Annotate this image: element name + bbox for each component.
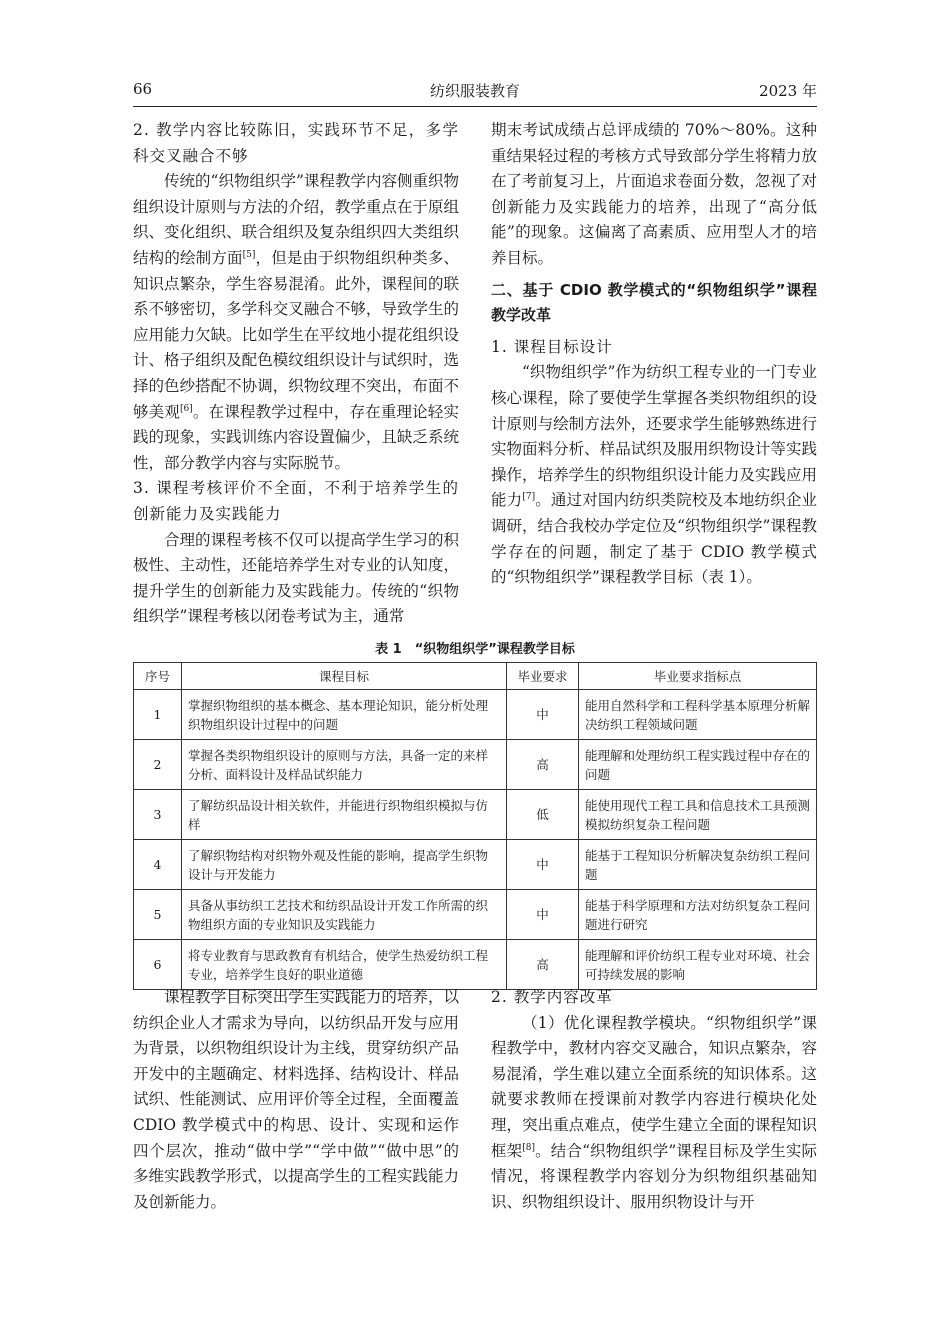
table-row [134, 740, 817, 790]
cell-requirement: 中 [507, 890, 579, 940]
cell-seq: 5 [134, 890, 182, 940]
cell-indicator: 能使用现代工程工具和信息技术工具预测模拟纺织复杂工程问题 [579, 790, 817, 840]
header-rule [133, 106, 817, 107]
th-indicator: 毕业要求指标点 [579, 663, 817, 690]
cell-requirement: 高 [507, 940, 579, 990]
cell-indicator: 能用自然科学和工程科学基本原理分析解决纺织工程领域问题 [579, 690, 817, 740]
text-run: 期末考试成绩占总评成绩的 70%～80%。这种重结果轻过程的考核方式导致部分学生将精力放在了考前复习上，片面追求卷面分数，忽视了对创新能力及实践能力的培养，出现了“高分低能”的现象。这偏离了高素质、应用型人才的培养目标。 [491, 121, 817, 267]
cell-seq: 1 [134, 690, 182, 740]
th-requirement: 毕业要求 [507, 663, 579, 690]
text-run: “织物组织学”作为纺织工程专业的一门专业核心课程，除了要使学生掌握各类织物组织的设计原则与绘制方法外，还要求学生能够熟练进行实物面料分析、样品试织及服用织物设计等实践操作，培养学生的织物组织设计能力及实践应用能力 [491, 363, 817, 510]
citation-ref: [5] [242, 249, 256, 260]
section-heading: 二、基于 CDIO 教学模式的“织物组织学”课程教学改革 [491, 280, 817, 325]
cell-indicator: 能基于工程知识分析解决复杂纺织工程问题 [579, 840, 817, 890]
header-year: 2023 年 [759, 82, 817, 100]
body-paragraph [491, 1011, 817, 1216]
cell-goal: 掌握织物组织的基本概念、基本理论知识，能分析处理织物组织设计过程中的问题 [182, 690, 507, 740]
cell-goal: 掌握各类织物组织设计的原则与方法，具备一定的来样分析、面料设计及样品试织能力 [182, 740, 507, 790]
cell-seq: 4 [134, 840, 182, 890]
cell-requirement: 高 [507, 740, 579, 790]
page-number: 66 [133, 80, 153, 98]
cell-seq: 2 [134, 740, 182, 790]
body-paragraph [491, 118, 817, 272]
right-column-top [491, 118, 817, 591]
cell-goal: 将专业教育与思政教育有机结合，使学生热爱纺织工程专业，培养学生良好的职业道德 [182, 940, 507, 990]
body-paragraph [133, 528, 459, 630]
table-row [134, 690, 817, 740]
cell-indicator: 能理解和处理纺织工程实践过程中存在的问题 [579, 740, 817, 790]
text-run: 。通过对国内纺织类院校及本地纺织企业调研，结合我校办学定位及“织物组织学”课程教学存在的问题，制定了基于 CDIO 教学模式的“织物组织学”课程教学目标（表 1）。 [491, 491, 817, 587]
text-run: 课程教学目标突出学生实践能力的培养，以纺织企业人才需求为导向，以纺织品开发与应用为背景，以织物组织设计为主线，贯穿纺织产品开发中的主题确定、材料选择、结构设计、样品试织、性能测试、应用评价等全过程，全面覆盖 CDIO 教学模式中的构思、设计、实现和运作四个层次，推动“做中学”“学中做”“做中思”的多维实践教学形式，以提高学生的工程实践能力及创新能力。 [133, 988, 459, 1211]
cell-seq: 3 [134, 790, 182, 840]
cell-requirement: 中 [507, 690, 579, 740]
citation-ref: [6] [179, 403, 193, 414]
text-run: 。结合“织物组织学”课程目标及学生实际情况，将课程教学内容划分为织物组织基础知识、织物组织设计、服用织物设计与开 [491, 1141, 817, 1211]
cell-requirement: 低 [507, 790, 579, 840]
th-goal: 课程目标 [182, 663, 507, 690]
citation-ref: [7] [522, 492, 536, 503]
cell-goal: 具备从事纺织工艺技术和纺织品设计开发工作所需的织物组织方面的专业知识及实践能力 [182, 890, 507, 940]
cell-indicator: 能基于科学原理和方法对纺织复杂工程问题进行研究 [579, 890, 817, 940]
text-run: 传统的“织物组织学”课程教学内容侧重织物组织设计原则与方法的介绍，教学重点在于原组织、变化组织、联合组织及复杂组织四大类组织结构的绘制方面 [133, 172, 459, 267]
table-row [134, 890, 817, 940]
cell-indicator: 能理解和评价纺织工程专业对环境、社会可持续发展的影响 [579, 940, 817, 990]
subheading: 1. 课程目标设计 [491, 337, 613, 356]
body-paragraph [133, 169, 459, 476]
th-seq: 序号 [134, 663, 182, 690]
table-caption: 表 1 “织物组织学”课程教学目标 [375, 642, 575, 657]
body-paragraph [491, 360, 817, 590]
subheading: 2. 教学内容比较陈旧，实践环节不足，多学科交叉融合不够 [133, 121, 459, 165]
cell-goal: 了解纺织品设计相关软件，并能进行织物组织模拟与仿样 [182, 790, 507, 840]
citation-ref: [8] [522, 1142, 536, 1153]
cell-requirement: 中 [507, 840, 579, 890]
text-run: （1）优化课程教学模块。“织物组织学”课程教学中，教材内容交叉融合，知识点繁杂，容易混淆，学生难以建立全面系统的知识体系。这就要求教师在授课前对教学内容进行模块化处理，突出重点难点，使学生建立全面的课程知识框架 [491, 1013, 817, 1160]
goals-table [133, 662, 817, 990]
cell-seq: 6 [134, 940, 182, 990]
text-run: 合理的课程考核不仅可以提高学生学习的积极性、主动性，还能培养学生对专业的认知度，提升学生的创新能力及实践能力。传统的“织物组织学”课程考核以闭卷考试为主，通常 [133, 530, 459, 626]
subheading: 3. 课程考核评价不全面，不利于培养学生的创新能力及实践能力 [133, 479, 459, 523]
left-column-bottom [133, 985, 459, 1215]
table-header-row [134, 663, 817, 690]
table-row [134, 840, 817, 890]
subheading: 2. 教学内容改革 [491, 988, 613, 1006]
text-run: 。在课程教学过程中，存在重理论轻实践的现象，实践训练内容设置偏少，且缺乏系统性，部分教学内容与实际脱节。 [133, 402, 459, 472]
text-run: ，但是由于织物组织种类多、知识点繁杂，学生容易混淆。此外，课程间的联系不够密切，多学科交叉融合不够，导致学生的应用能力欠缺。比如学生在平纹地小提花组织设计、格子组织及配色模纹组织设计与试织时，选择的色纱搭配不协调，织物纹理不突出，布面不够美观 [133, 248, 459, 421]
cell-goal: 了解织物结构对织物外观及性能的影响，提高学生织物设计与开发能力 [182, 840, 507, 890]
body-paragraph [133, 985, 459, 1215]
table-row [134, 790, 817, 840]
journal-name: 纺织服装教育 [429, 82, 520, 100]
right-column-bottom [491, 985, 817, 1215]
table-row [134, 940, 817, 990]
left-column-top [133, 118, 459, 630]
